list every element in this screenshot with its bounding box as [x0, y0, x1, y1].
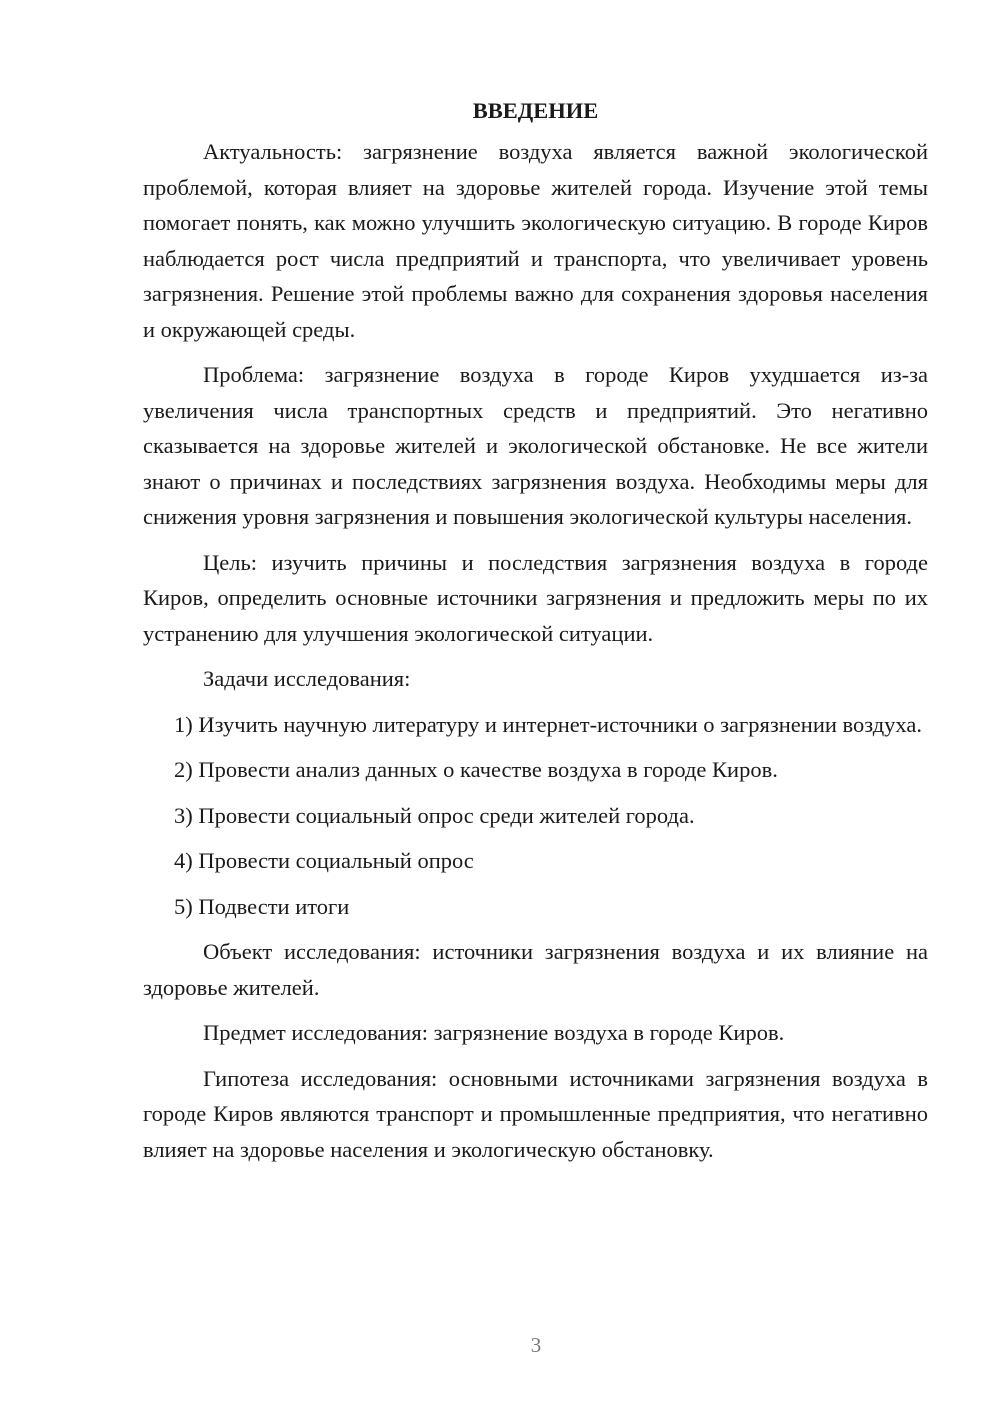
- hypothesis-paragraph: Гипотеза исследования: основными источниками загрязнения воздуха в городе Киров являются транспорт и промышленные предприятия, что негативно влияет на здоровье населения и экологическую обстановку.: [143, 1065, 928, 1162]
- task-item: 2) Провести анализ данных о качестве воздуха в городе Киров.: [174, 757, 778, 782]
- goal-paragraph: Цель: изучить причины и последствия загрязнения воздуха в городе Киров, определить основные источники загрязнения и предложить меры по их устранению для улучшения экологической ситуации.: [143, 549, 928, 646]
- subject-paragraph: Предмет исследования: загрязнение воздуха в городе Киров.: [203, 1020, 785, 1045]
- problem-paragraph: Проблема: загрязнение воздуха в городе Киров ухудшается из-за увеличения числа транспортных средств и предприятий. Это негативно сказывается на здоровье жителей и экологической обстановке. Не все жители знают о причинах и последствиях загрязнения воздуха. Необходимы меры для снижения уровня загрязнения и повышения экологической культуры населения.: [143, 362, 928, 529]
- relevance-paragraph: Актуальность: загрязнение воздуха является важной экологической проблемой, которая влияет на здоровье жителей города. Изучение этой темы помогает понять, как можно улучшить экологическую ситуацию. В городе Киров наблюдается рост числа предприятий и транспорта, что увеличивает уровень загрязнения. Решение этой проблемы важно для сохранения здоровья населения и окружающей среды.: [143, 139, 928, 342]
- document-page: [143, 96, 928, 1177]
- tasks-list: [143, 707, 928, 925]
- tasks-label: Задачи исследования:: [203, 666, 411, 691]
- object-paragraph: Объект исследования: источники загрязнения воздуха и их влияние на здоровье жителей.: [143, 939, 928, 1000]
- task-item: 4) Провести социальный опрос: [174, 848, 474, 873]
- task-item: 3) Провести социальный опрос среди жителей города.: [174, 802, 695, 828]
- task-item: 5) Подвести итоги: [174, 893, 350, 919]
- page-title: ВВЕДЕНИЕ: [472, 98, 599, 123]
- task-item: 1) Изучить научную литературу и интернет-источники о загрязнении воздуха.: [174, 711, 922, 737]
- page-number: 3: [530, 1333, 542, 1357]
